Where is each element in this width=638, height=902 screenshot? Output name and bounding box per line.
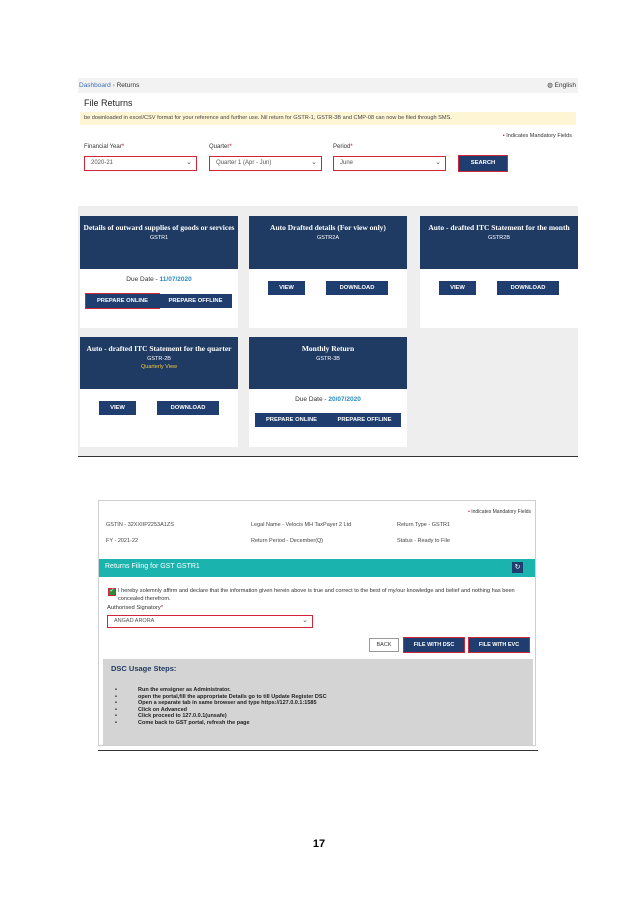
mandatory-note bbox=[503, 133, 572, 139]
card-code: GSTR2B bbox=[487, 235, 510, 241]
quarter-select[interactable] bbox=[209, 156, 322, 171]
card-header bbox=[80, 337, 238, 389]
status-text: Status - Ready to File bbox=[397, 538, 450, 544]
section-title: Returns Filing for GST GSTR1 bbox=[105, 563, 200, 570]
dsc-steps-list bbox=[115, 687, 327, 727]
breadcrumb-current: Returns bbox=[116, 82, 140, 89]
list-item: • Open a separate tab in same browser and type https://127.0.0.1:1585 bbox=[115, 700, 317, 707]
download-button[interactable]: DOWNLOAD bbox=[497, 281, 559, 295]
return-type-text: Return Type - GSTR1 bbox=[397, 522, 451, 528]
list-item: • Run the emsigner as Administrator. bbox=[115, 687, 231, 693]
globe-icon: ◍ bbox=[547, 82, 553, 89]
card-code: GSTR-2B bbox=[147, 356, 171, 362]
dsc-title: DSC Usage Steps: bbox=[111, 664, 177, 673]
refresh-icon[interactable]: ↻ bbox=[512, 562, 523, 573]
mandatory-star: • bbox=[502, 133, 505, 139]
list-item: • open the portal,fill the appropriate Details go to till Update Register DSC bbox=[115, 693, 327, 700]
due-label: Due Date - bbox=[126, 276, 158, 283]
dsc-usage-panel bbox=[103, 659, 533, 745]
affirm-checkbox[interactable]: ✓ bbox=[109, 588, 115, 594]
signatory-value: ANGAD ARORA bbox=[114, 618, 155, 624]
list-item: • Click proceed to 127.0.0.1(unsafe) bbox=[115, 713, 227, 720]
view-button[interactable]: VIEW bbox=[268, 281, 305, 295]
due-value: 11/07/2020 bbox=[159, 276, 192, 283]
view-button[interactable]: VIEW bbox=[99, 401, 136, 415]
card-title: Auto Drafted details (For view only) bbox=[270, 223, 386, 232]
chevron-down-icon: ⌄ bbox=[435, 159, 441, 166]
gstr1-filing-screenshot bbox=[98, 500, 536, 746]
chevron-down-icon: ⌄ bbox=[186, 159, 192, 166]
bullet: • bbox=[115, 706, 117, 713]
card-gstr3b bbox=[249, 337, 407, 447]
card-gstr1 bbox=[80, 216, 238, 328]
fy-text: FY - 2021-22 bbox=[106, 538, 139, 544]
quarter-value: Quarter 1 (Apr - Jun) bbox=[216, 160, 272, 166]
page-title: File Returns bbox=[84, 98, 133, 108]
language-label: English bbox=[554, 82, 576, 89]
legal-name-text: Legal Name - Velocis MH TaxPayer 2 Ltd bbox=[251, 522, 352, 528]
due-value: 20/07/2020 bbox=[328, 396, 361, 403]
financial-year-value: 2020-21 bbox=[91, 160, 114, 166]
card-code: GSTR1 bbox=[149, 235, 169, 241]
card-title: Auto - drafted ITC Statement for the month bbox=[428, 223, 570, 232]
file-with-dsc-button[interactable]: FILE WITH DSC bbox=[404, 638, 464, 652]
mandatory-note-text: Indicates Mandatory Fields bbox=[471, 509, 531, 515]
mandatory-note bbox=[468, 509, 531, 515]
mandatory-note-text: Indicates Mandatory Fields bbox=[506, 133, 572, 139]
prepare-online-button[interactable]: PREPARE ONLINE bbox=[86, 294, 159, 308]
card-header bbox=[420, 216, 578, 269]
financial-year-label: Financial Year* bbox=[84, 144, 125, 150]
card-gstr2b-quarter bbox=[80, 337, 238, 447]
affirm-text: I hereby solemnly affirm and declare that the information given herein above is true and correct to the best of my/our knowledge and belief and nothing has been concealed therefrom. bbox=[118, 588, 515, 602]
search-button[interactable]: SEARCH bbox=[459, 156, 507, 171]
card-header bbox=[249, 216, 407, 269]
download-button[interactable]: DOWNLOAD bbox=[157, 401, 219, 415]
signatory-select[interactable] bbox=[107, 615, 313, 628]
period-value: June bbox=[340, 160, 354, 166]
card-gstr2a bbox=[249, 216, 407, 328]
breadcrumb-dashboard[interactable]: Dashboard bbox=[79, 82, 111, 89]
prepare-offline-button[interactable]: PREPARE OFFLINE bbox=[328, 413, 401, 427]
card-title: Monthly Return bbox=[301, 344, 355, 353]
prepare-online-button[interactable]: PREPARE ONLINE bbox=[255, 413, 328, 427]
divider-line bbox=[78, 456, 578, 457]
due-date bbox=[80, 276, 238, 283]
download-button[interactable]: DOWNLOAD bbox=[326, 281, 388, 295]
card-code: GSTR2A bbox=[316, 235, 339, 241]
period-select[interactable] bbox=[333, 156, 446, 171]
list-item: • Come back to GST portal, refresh the page bbox=[115, 719, 250, 726]
bullet: • bbox=[115, 700, 117, 707]
card-header bbox=[249, 337, 407, 389]
card-title: Details of outward supplies of goods or services bbox=[83, 223, 235, 232]
due-label: Due Date - bbox=[295, 396, 327, 403]
breadcrumb-separator: › bbox=[112, 82, 115, 89]
bullet: • bbox=[115, 719, 117, 726]
section-header bbox=[99, 559, 535, 577]
list-item: • Click on Advanced bbox=[115, 706, 188, 713]
bullet: • bbox=[115, 687, 117, 693]
card-header bbox=[80, 216, 238, 269]
bullet: • bbox=[115, 693, 117, 700]
chevron-down-icon: ⌄ bbox=[302, 617, 308, 624]
notice-banner: be downloaded in excel/CSV format for your reference and further use. Nil return for GSTR-1, GSTR-3B and CMP-08 can now be filed through SMS. bbox=[80, 112, 576, 125]
card-gstr2b bbox=[420, 216, 578, 328]
mandatory-star: • bbox=[468, 509, 470, 515]
quarterly-view-link[interactable]: Quarterly View bbox=[141, 364, 177, 370]
financial-year-select[interactable] bbox=[84, 156, 197, 171]
period-label: Period* bbox=[333, 144, 353, 150]
page-number: 17 bbox=[312, 838, 326, 850]
prepare-offline-button[interactable]: PREPARE OFFLINE bbox=[159, 294, 232, 308]
bullet: • bbox=[115, 713, 117, 720]
back-button[interactable]: BACK bbox=[369, 638, 399, 652]
signatory-label: Authorised Signatory* bbox=[107, 605, 164, 611]
chevron-down-icon: ⌄ bbox=[311, 159, 317, 166]
gst-returns-screenshot bbox=[78, 78, 578, 456]
language-selector[interactable] bbox=[547, 78, 576, 93]
quarter-label: Quarter* bbox=[209, 144, 232, 150]
file-with-evc-button[interactable]: FILE WITH EVC bbox=[469, 638, 529, 652]
due-date bbox=[249, 396, 407, 403]
divider-line bbox=[98, 750, 538, 751]
return-period-text: Return Period - December(Q) bbox=[251, 538, 324, 544]
card-code: GSTR-3B bbox=[316, 356, 340, 362]
gstin-text: GSTIN - 32XXIIP2253A1ZS bbox=[106, 522, 174, 528]
card-title: Auto - drafted ITC Statement for the quarter bbox=[86, 344, 232, 353]
view-button[interactable]: VIEW bbox=[439, 281, 476, 295]
breadcrumb bbox=[78, 78, 578, 93]
